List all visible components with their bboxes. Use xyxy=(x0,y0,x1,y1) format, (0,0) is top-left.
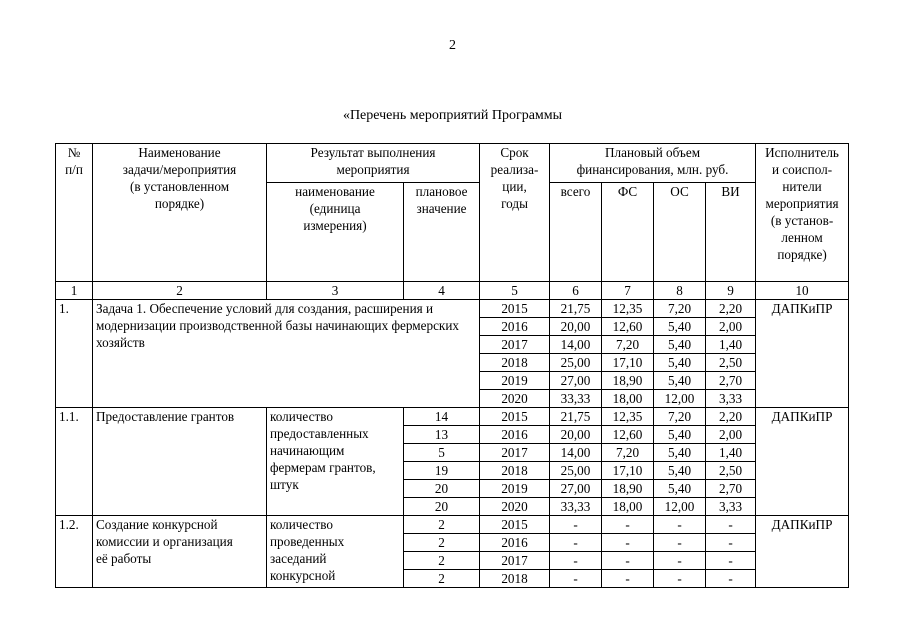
finance-os: - xyxy=(654,552,706,570)
finance-os: 5,40 xyxy=(654,372,706,390)
year: 2019 xyxy=(480,372,550,390)
finance-fs: 7,20 xyxy=(602,336,654,354)
column-number: 5 xyxy=(480,282,550,300)
planned-value: 13 xyxy=(404,426,480,444)
year: 2017 xyxy=(480,444,550,462)
finance-fs: 12,35 xyxy=(602,300,654,318)
measure-name: Создание конкурсной комиссии и организация её работы xyxy=(93,516,267,588)
finance-os: 5,40 xyxy=(654,480,706,498)
year: 2019 xyxy=(480,480,550,498)
finance-fs: 18,90 xyxy=(602,372,654,390)
header-executor: Исполнитель и соиспол- нители мероприятия (в установ- ленном порядке) xyxy=(756,144,849,282)
header-fin-os: ОС xyxy=(654,183,706,282)
finance-fs: 12,35 xyxy=(602,408,654,426)
year: 2017 xyxy=(480,336,550,354)
finance-fs: - xyxy=(602,552,654,570)
year: 2016 xyxy=(480,534,550,552)
finance-total: 14,00 xyxy=(550,444,602,462)
finance-fs: - xyxy=(602,570,654,588)
row-number: 1. xyxy=(56,300,93,408)
column-numbers-row xyxy=(56,282,849,300)
year: 2018 xyxy=(480,570,550,588)
planned-value: 20 xyxy=(404,480,480,498)
finance-total: 27,00 xyxy=(550,372,602,390)
finance-fs: 17,10 xyxy=(602,462,654,480)
finance-vi: 2,20 xyxy=(706,408,756,426)
result-name: количество предоставленных начинающим фермерам грантов, штук xyxy=(267,408,404,516)
finance-os: 5,40 xyxy=(654,336,706,354)
year: 2020 xyxy=(480,498,550,516)
finance-os: 12,00 xyxy=(654,390,706,408)
header-result: Результат выполнения мероприятия xyxy=(267,144,480,183)
finance-total: 27,00 xyxy=(550,480,602,498)
header-result-value: плановое значение xyxy=(404,183,480,282)
finance-os: - xyxy=(654,570,706,588)
finance-total: 21,75 xyxy=(550,408,602,426)
finance-os: 5,40 xyxy=(654,426,706,444)
executor: ДАПКиПР xyxy=(756,516,849,588)
planned-value: 19 xyxy=(404,462,480,480)
result-name: количество проведенных заседаний конкурсной xyxy=(267,516,404,588)
column-number: 9 xyxy=(706,282,756,300)
finance-total: - xyxy=(550,534,602,552)
column-number: 10 xyxy=(756,282,849,300)
finance-os: 5,40 xyxy=(654,354,706,372)
finance-vi: 2,50 xyxy=(706,462,756,480)
planned-value: 2 xyxy=(404,516,480,534)
header-fin-total: всего xyxy=(550,183,602,282)
year: 2016 xyxy=(480,426,550,444)
finance-total: 25,00 xyxy=(550,462,602,480)
header-num: № п/п xyxy=(56,144,93,282)
finance-os: 12,00 xyxy=(654,498,706,516)
finance-total: - xyxy=(550,570,602,588)
header-row-1 xyxy=(56,144,849,183)
year: 2016 xyxy=(480,318,550,336)
finance-os: - xyxy=(654,534,706,552)
finance-total: 25,00 xyxy=(550,354,602,372)
finance-fs: 17,10 xyxy=(602,354,654,372)
year: 2015 xyxy=(480,408,550,426)
column-number: 7 xyxy=(602,282,654,300)
executor: ДАПКиПР xyxy=(756,408,849,516)
finance-os: 7,20 xyxy=(654,300,706,318)
finance-os: 5,40 xyxy=(654,318,706,336)
document-title: «Перечень мероприятий Программы xyxy=(342,108,563,123)
finance-fs: - xyxy=(602,516,654,534)
finance-total: - xyxy=(550,516,602,534)
column-number: 6 xyxy=(550,282,602,300)
finance-fs: 12,60 xyxy=(602,318,654,336)
header-finance: Плановый объем финансирования, млн. руб. xyxy=(550,144,756,183)
finance-vi: - xyxy=(706,552,756,570)
year: 2015 xyxy=(480,516,550,534)
finance-os: 5,40 xyxy=(654,444,706,462)
finance-total: 21,75 xyxy=(550,300,602,318)
finance-os: 5,40 xyxy=(654,462,706,480)
finance-vi: - xyxy=(706,516,756,534)
finance-total: 20,00 xyxy=(550,426,602,444)
year: 2018 xyxy=(480,354,550,372)
finance-vi: 2,20 xyxy=(706,300,756,318)
planned-value: 2 xyxy=(404,570,480,588)
planned-value: 2 xyxy=(404,534,480,552)
finance-vi: 2,70 xyxy=(706,480,756,498)
finance-vi: 2,70 xyxy=(706,372,756,390)
year: 2020 xyxy=(480,390,550,408)
year: 2017 xyxy=(480,552,550,570)
table-row xyxy=(56,300,849,318)
column-number: 1 xyxy=(56,282,93,300)
year: 2018 xyxy=(480,462,550,480)
row-number: 1.1. xyxy=(56,408,93,516)
finance-total: 14,00 xyxy=(550,336,602,354)
finance-total: 20,00 xyxy=(550,318,602,336)
finance-os: 7,20 xyxy=(654,408,706,426)
task-name: Задача 1. Обеспечение условий для создания, расширения и модернизации производственной базы начинающих фермерских хозяйств xyxy=(93,300,480,408)
column-number: 4 xyxy=(404,282,480,300)
planned-value: 20 xyxy=(404,498,480,516)
finance-vi: 3,33 xyxy=(706,498,756,516)
table-row xyxy=(56,408,849,426)
finance-total: 33,33 xyxy=(550,390,602,408)
column-number: 8 xyxy=(654,282,706,300)
finance-vi: - xyxy=(706,570,756,588)
finance-vi: 3,33 xyxy=(706,390,756,408)
table-row xyxy=(56,516,849,534)
planned-value: 14 xyxy=(404,408,480,426)
finance-fs: 12,60 xyxy=(602,426,654,444)
finance-vi: 1,40 xyxy=(706,444,756,462)
planned-value: 5 xyxy=(404,444,480,462)
column-number: 3 xyxy=(267,282,404,300)
finance-vi: 2,00 xyxy=(706,426,756,444)
header-term: Срок реализа- ции, годы xyxy=(480,144,550,282)
planned-value: 2 xyxy=(404,552,480,570)
finance-vi: 1,40 xyxy=(706,336,756,354)
finance-fs: 7,20 xyxy=(602,444,654,462)
finance-os: - xyxy=(654,516,706,534)
header-fin-fs: ФС xyxy=(602,183,654,282)
program-measures-table xyxy=(55,143,849,588)
finance-vi: - xyxy=(706,534,756,552)
measure-name: Предоставление грантов xyxy=(93,408,267,516)
finance-fs: 18,00 xyxy=(602,390,654,408)
finance-vi: 2,50 xyxy=(706,354,756,372)
row-number: 1.2. xyxy=(56,516,93,588)
header-result-name: наименование (единица измерения) xyxy=(267,183,404,282)
column-number: 2 xyxy=(93,282,267,300)
header-fin-vi: ВИ xyxy=(706,183,756,282)
year: 2015 xyxy=(480,300,550,318)
finance-total: - xyxy=(550,552,602,570)
finance-fs: - xyxy=(602,534,654,552)
finance-fs: 18,90 xyxy=(602,480,654,498)
finance-total: 33,33 xyxy=(550,498,602,516)
finance-vi: 2,00 xyxy=(706,318,756,336)
executor: ДАПКиПР xyxy=(756,300,849,408)
header-name: Наименование задачи/мероприятия (в установленном порядке) xyxy=(93,144,267,282)
finance-fs: 18,00 xyxy=(602,498,654,516)
page-number: 2 xyxy=(449,38,456,53)
